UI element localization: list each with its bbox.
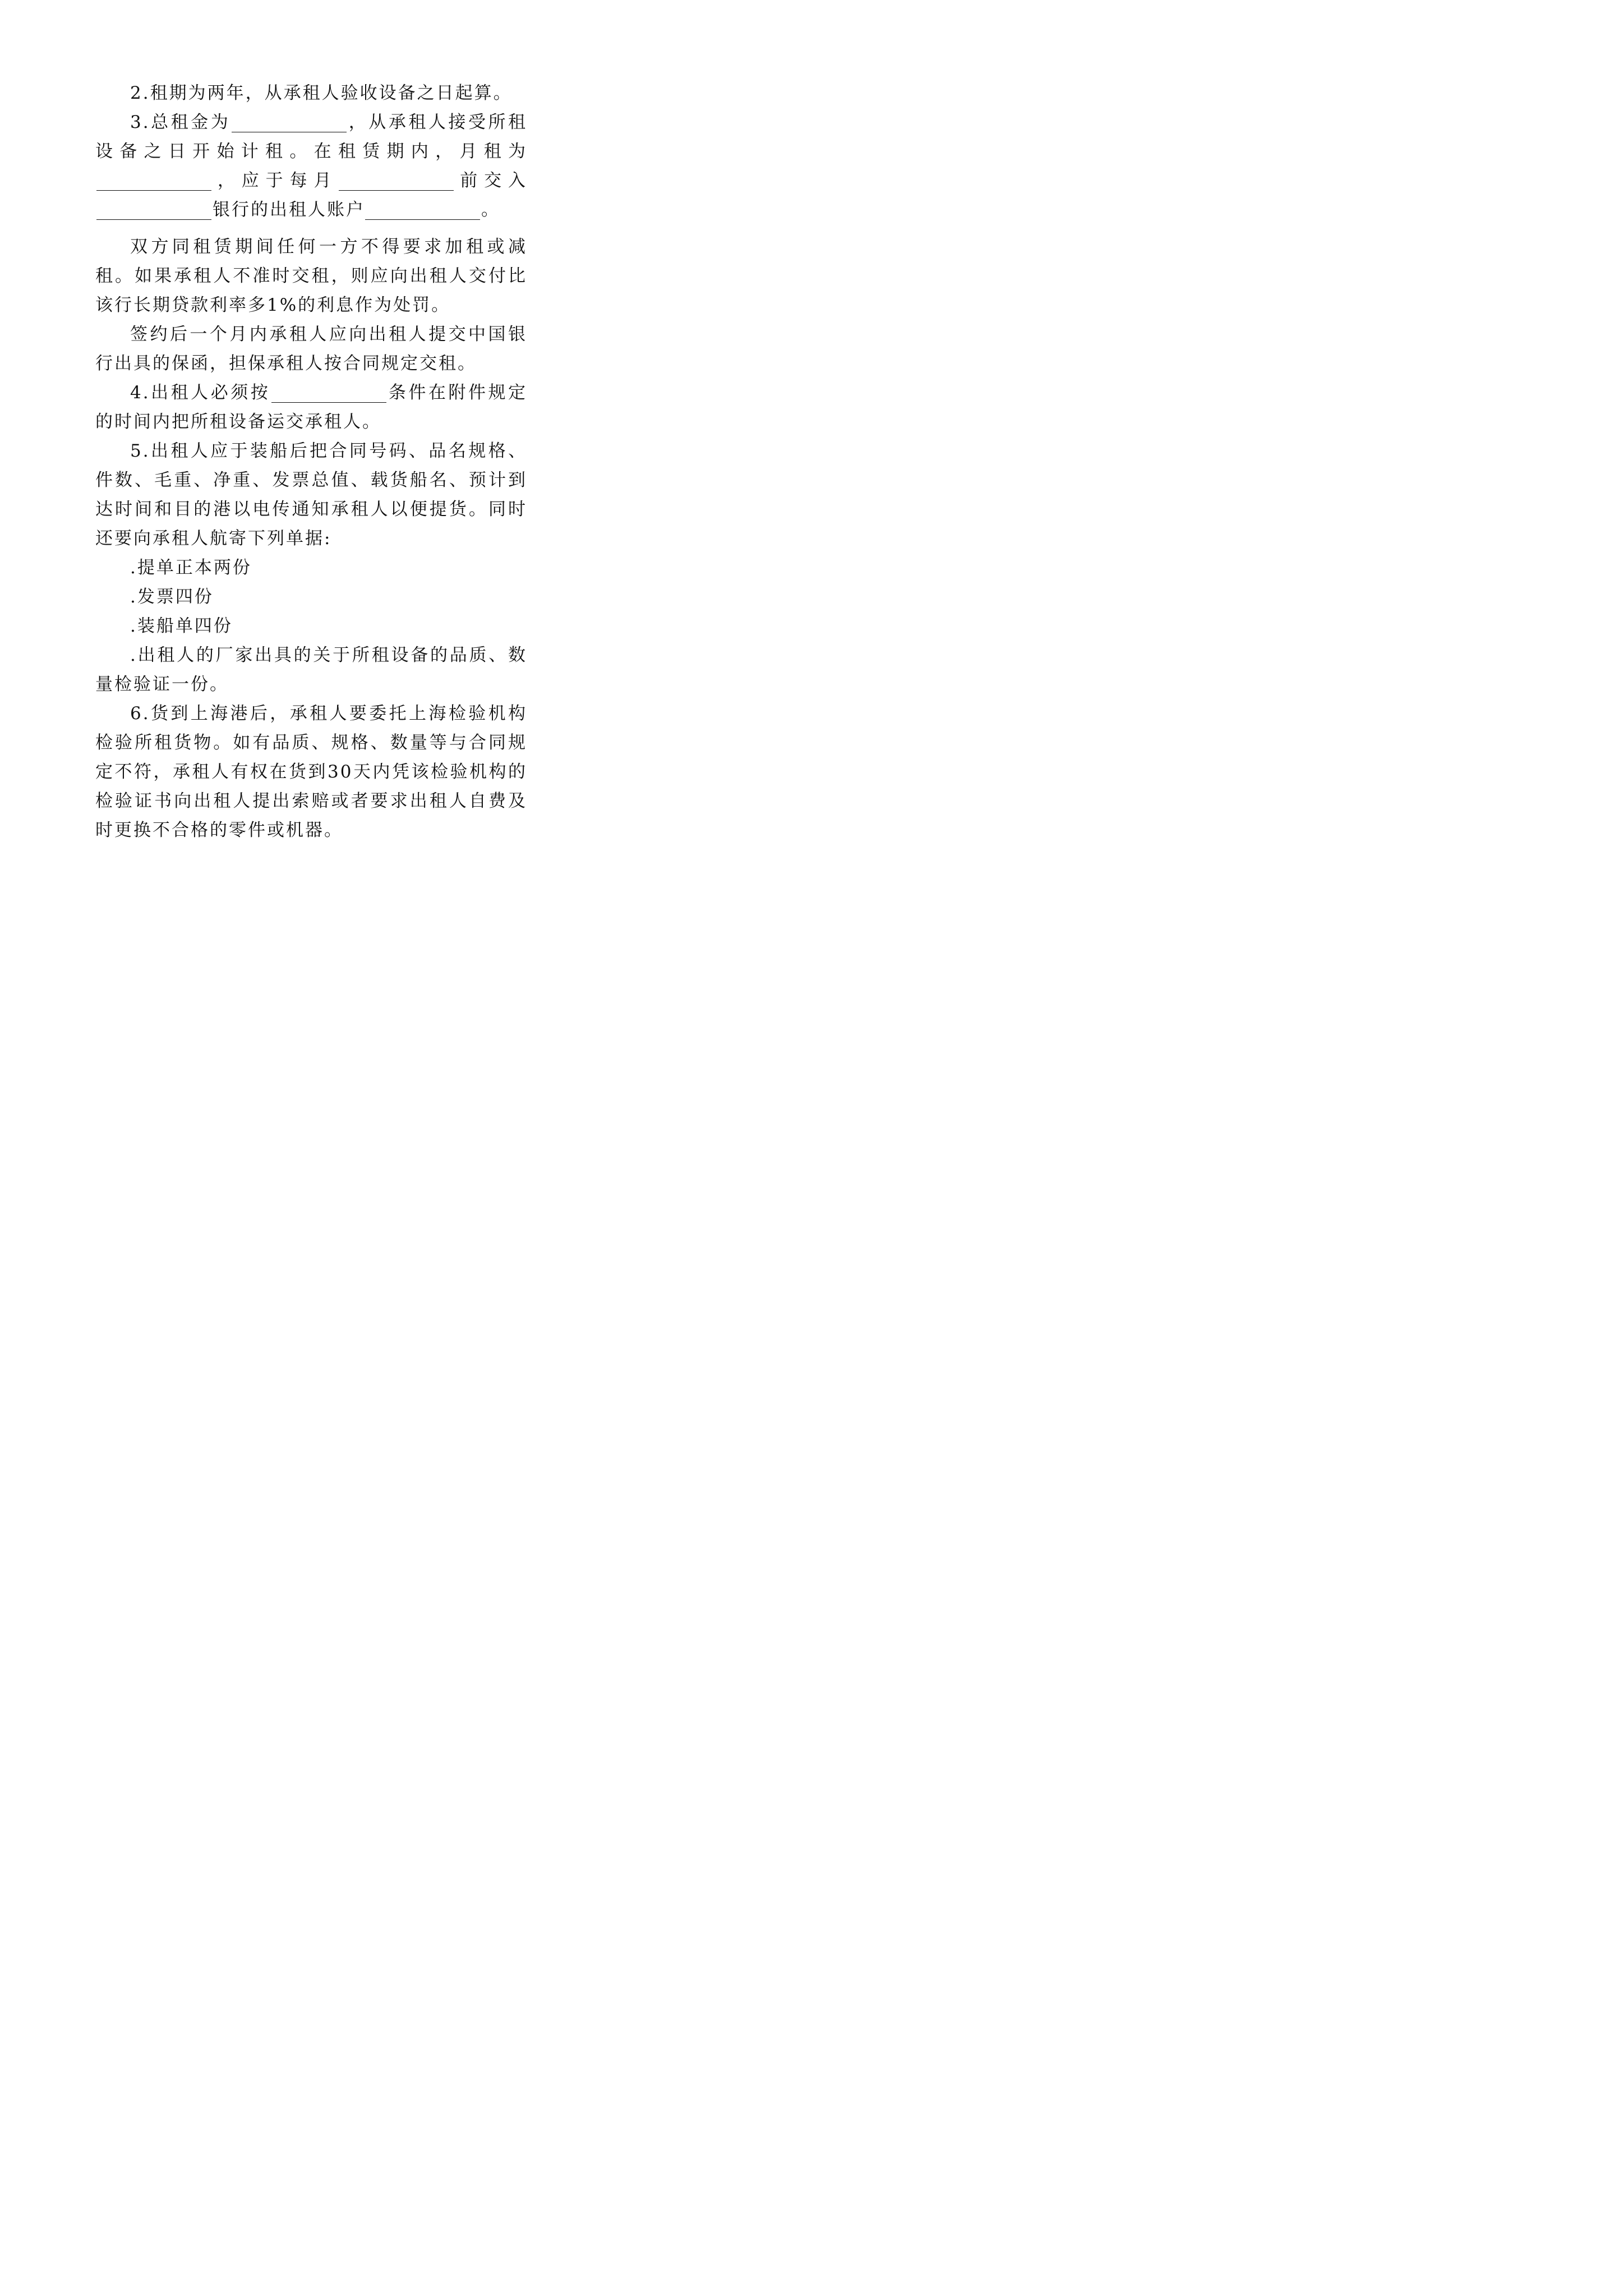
clause-3 [95,108,527,224]
guarantee-paragraph: 签约后一个月内承租人应向出租人提交中国银行出具的保函，担保承租人按合同规定交租。 [95,324,527,374]
clause-4-text: 条件在附件规定的时间内把所租设备运交承租人。 [95,383,528,432]
clause-3-text: 前交入 [455,171,528,191]
clause-3-text: 银行的出租人账户 [213,200,365,220]
document-list-item: .提单正本两份 [130,558,252,578]
document-page [0,0,619,875]
clause-4 [95,378,527,436]
no-rent-change-paragraph: 双方同租赁期间任何一方不得要求加租或减租。如果承租人不准时交租，则应向出租人交付比该行长期贷款利率多1%的利息作为处罚。 [95,237,527,315]
clause-3-text: 3.总租金为 [130,112,231,132]
clause-2: 2.租期为两年，从承租人验收设备之日起算。 [130,83,513,103]
delivery-terms-blank[interactable] [271,382,386,403]
clause-4-text: 4.出租人必须按 [130,383,271,403]
clause-3-text: 。 [481,200,500,220]
clause-3-text: ，从承租人接受所租设备之日开始计租。在租赁期内，月租为 [95,112,528,162]
document-list-item: .出租人的厂家出具的关于所租设备的品质、数量检验证一份。 [95,645,527,694]
document-body [95,79,527,845]
payment-date-blank[interactable] [339,170,454,191]
document-list-item: .发票四份 [130,587,214,607]
clause-3-text: ，应于每月 [213,171,338,191]
account-number-blank[interactable] [365,199,480,220]
bank-name-blank[interactable] [96,199,211,220]
monthly-rent-blank[interactable] [96,170,211,191]
clause-5: 5.出租人应于装船后把合同号码、品名规格、件数、毛重、净重、发票总值、载货船名、预计到达时间和目的港以电传通知承租人以便提货。同时还要向承租人航寄下列单据: [95,441,527,549]
document-list-item: .装船单四份 [130,616,233,636]
clause-6: 6.货到上海港后，承租人要委托上海检验机构检验所租货物。如有品质、规格、数量等与合同规定不符，承租人有权在货到30天内凭该检验机构的检验证书向出租人提出索赔或者要求出租人自费及时更换不合格的零件或机器。 [95,703,527,840]
total-rent-blank[interactable] [232,112,347,132]
